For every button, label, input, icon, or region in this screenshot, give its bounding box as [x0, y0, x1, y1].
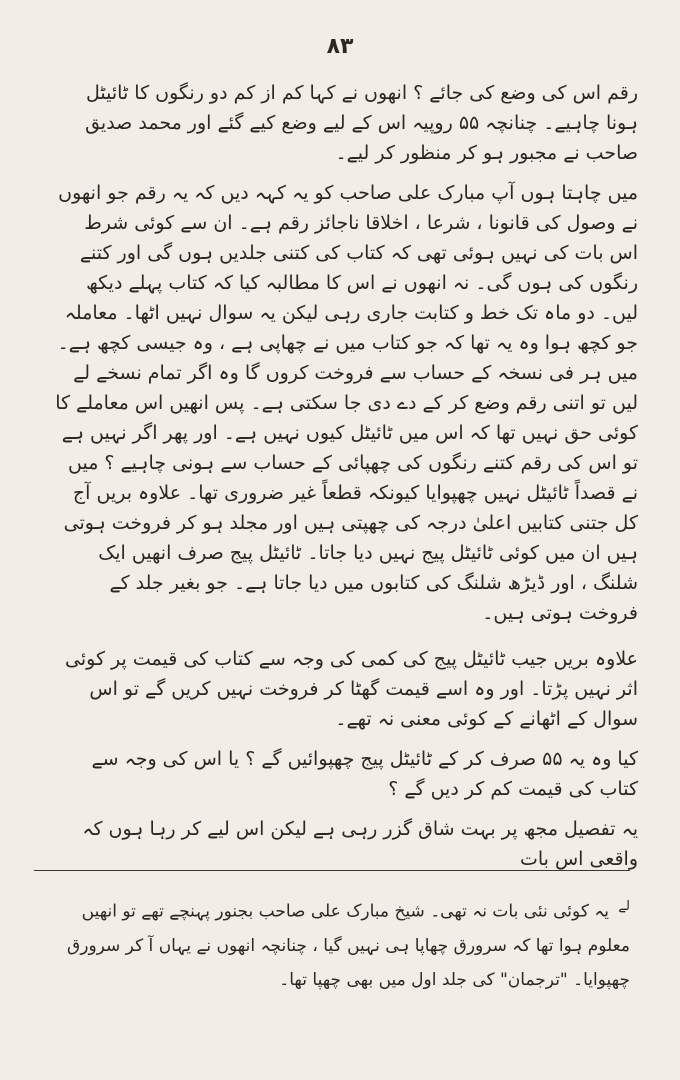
footnote-text: یہ کوئی نئی بات نہ تھی۔ شیخ مبارک علی صاحب بجنور پہنچے تھے تو انھیں معلوم ہوا تھا کہ سرورق چھاپا ہی نہیں گیا ، چنانچہ انھوں نے یہاں آ کر سرورق چھپوایا۔ "ترجمان" کی جلد اول میں بھی چھپا تھا۔ — [67, 901, 630, 990]
paragraph-3: علاوہ بریں جیب ٹائیٹل پیج کی کمی کی وجہ سے کتاب کی قیمت پر کوئی اثر نہیں پڑتا۔ اور وہ اسے قیمت گھٹا کر فروخت نہیں کریں گے تو اس سوال کے اٹھانے کے کوئی معنی نہ تھے۔ — [65, 648, 638, 730]
paragraph-1: رقم اس کی وضع کی جائے ؟ انھوں نے کہا کم از کم دو رنگوں کا ٹائیٹل ہونا چاہیے۔ چنانچہ ۵۵ روپیہ اس کے لیے وضع کیے گئے اور محمد صدیق صاحب نے مجبور ہو کر منظور کر لیے۔ — [85, 82, 638, 164]
footnote-marker: لے — [618, 899, 630, 914]
paragraph-4: کیا وہ یہ ۵۵ صرف کر کے ٹائیٹل پیج چھپوائیں گے ؟ یا اس کی وجہ سے کتاب کی قیمت کم کر دیں گے ؟ — [91, 748, 638, 800]
footnote-divider — [34, 870, 630, 871]
paragraph-2: میں چاہتا ہوں آپ مبارک علی صاحب کو یہ کہہ دیں کہ یہ رقم جو انھوں نے وصول کی قانونا ، شرعا ، اخلاقا ناجائز رقم ہے۔ ان سے کوئی شرط اس بات کی نہیں ہوئی تھی کہ کتاب کی کتنی جلدیں ہوں گی اور کتنے رنگوں کی ہوں گی۔ نہ انھوں نے اس کا مطالبہ کیا کہ کتاب پہلے دیکھ لیں۔ دو ماہ تک خط و کتابت جاری رہی لیکن یہ سوال نہیں اٹھا۔ معاملہ جو کچھ ہوا وہ یہ تھا کہ جو کتاب میں نے چھاپی ہے ، وہ جیسی کچھ ہے۔ میں ہر فی نسخہ کے حساب سے فروخت کروں گا وہ اگر تمام نسخے لے لیں تو اتنی رقم وضع کر کے دے دی جا سکتی ہے۔ پس انھیں اس معاملے کا کوئی حق نہیں تھا کہ اس میں ٹائیٹل کیوں نہیں ہے۔ اور پھر اگر نہیں ہے تو اس کی رقم کتنے رنگوں کی چھپائی کے حساب سے ہونی چاہیے ؟ میں نے قصداً ٹائیٹل نہیں چھپوایا کیونکہ قطعاً غیر ضروری تھا۔ علاوہ بریں آج کل جتنی کتابیں اعلیٰ درجہ کی چھپتی ہیں اور مجلد ہو کر فروخت ہوتی ہیں ان میں کوئی ٹائیٹل پیج نہیں دیا جاتا۔ ٹائیٹل پیج صرف انھیں ایک شلنگ ، اور ڈیڑھ شلنگ کی کتابوں میں دیا جاتا ہے۔ جو بغیر جلد کے فروخت ہوتی ہیں۔ — [55, 182, 638, 624]
paragraph-5: یہ تفصیل مجھ پر بہت شاق گزر رہی ہے لیکن اس لیے کر رہا ہوں کہ واقعی اس بات — [82, 818, 638, 870]
page-number: ٨٣ — [326, 34, 354, 59]
body-text — [50, 78, 638, 890]
footnote — [34, 890, 630, 997]
